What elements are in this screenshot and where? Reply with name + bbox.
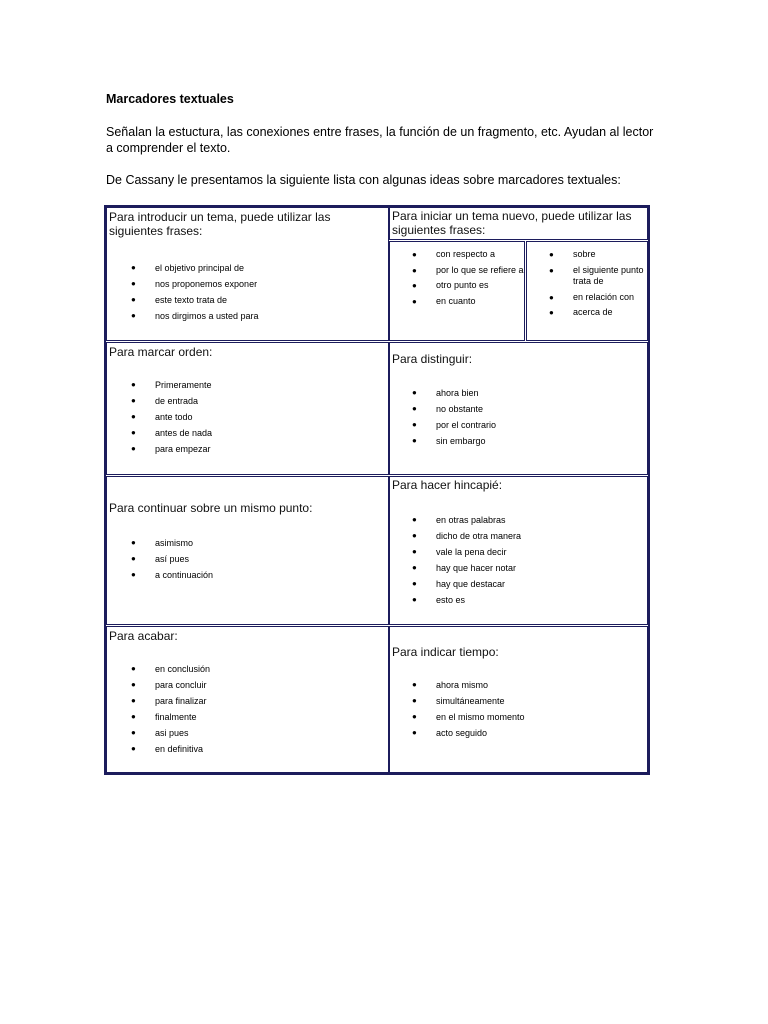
list-item: ● nos proponemos exponer <box>131 276 259 292</box>
list-item: ● asimismo <box>131 535 213 551</box>
list-intro-paragraph: De Cassany le presentamos la siguiente lista con algunas ideas sobre marcadores textuales: <box>106 173 621 187</box>
intro-paragraph: Señalan la estuctura, las conexiones entre frases, la función de un fragmento, etc. Ayudan al lector a comprender el texto. <box>106 125 654 155</box>
list-item: ● este texto trata de <box>131 292 259 308</box>
list-item: ● en relación con <box>549 292 645 304</box>
markers-table <box>104 205 650 775</box>
list-item: ● otro punto es <box>412 280 524 292</box>
list-item: ● dicho de otra manera <box>412 528 521 544</box>
marker-list <box>131 661 210 757</box>
cell-title: Para acabar: <box>109 629 178 643</box>
cell-tiempo <box>389 626 648 773</box>
cell-title: Para introducir un tema, puede utilizar las siguientes frases: <box>109 210 331 238</box>
list-item: ● sin embargo <box>412 433 496 449</box>
marker-list <box>412 512 521 608</box>
list-item: ● acerca de <box>549 307 645 319</box>
list-item: ● Primeramente <box>131 377 212 393</box>
document-title: Marcadores textuales <box>106 92 234 106</box>
list-item: ● en otras palabras <box>412 512 521 528</box>
list-item: ● el siguiente punto trata de <box>549 265 645 288</box>
cell-introducir <box>106 207 389 341</box>
list-item: ● para concluir <box>131 677 210 693</box>
cell-title: Para indicar tiempo: <box>392 645 499 659</box>
cell-title: Para distinguir: <box>392 352 473 366</box>
list-item: ● sobre <box>549 249 645 261</box>
list-item: ● nos dirgimos a usted para <box>131 308 259 324</box>
list-item: ● hay que destacar <box>412 576 521 592</box>
list-item: ● en cuanto <box>412 296 524 308</box>
list-item: ● así pues <box>131 551 213 567</box>
list-item: ● por el contrario <box>412 417 496 433</box>
cell-iniciar-col2 <box>526 241 648 341</box>
cell-iniciar <box>389 207 648 341</box>
marker-list <box>549 249 645 323</box>
marker-list <box>131 535 213 583</box>
list-item: ● de entrada <box>131 393 212 409</box>
list-item: ● asi pues <box>131 725 210 741</box>
list-item: ● vale la pena decir <box>412 544 521 560</box>
cell-title: Para hacer hincapié: <box>392 478 503 492</box>
list-item: ● antes de nada <box>131 425 212 441</box>
list-item: ● ahora bien <box>412 385 496 401</box>
cell-continuar <box>106 476 389 625</box>
marker-list <box>412 677 525 741</box>
cell-iniciar-col1 <box>389 241 525 341</box>
cell-iniciar-header <box>389 207 648 240</box>
list-item: ● acto seguido <box>412 725 525 741</box>
list-item: ● ante todo <box>131 409 212 425</box>
list-item: ● hay que hacer notar <box>412 560 521 576</box>
cell-title: Para marcar orden: <box>109 345 213 359</box>
cell-title: Para continuar sobre un mismo punto: <box>109 501 313 515</box>
cell-title: Para iniciar un tema nuevo, puede utilizar las siguientes frases: <box>392 209 632 237</box>
cell-orden <box>106 342 389 475</box>
list-item: ● por lo que se refiere a <box>412 265 524 277</box>
cell-distinguir <box>389 342 648 475</box>
marker-list <box>131 260 259 324</box>
list-item: ● finalmente <box>131 709 210 725</box>
marker-list <box>412 385 496 449</box>
list-item: ● en el mismo momento <box>412 709 525 725</box>
cell-hincapie <box>389 476 648 625</box>
marker-list <box>412 249 524 311</box>
list-item: ● para finalizar <box>131 693 210 709</box>
list-item: ● con respecto a <box>412 249 524 261</box>
list-item: ● para empezar <box>131 441 212 457</box>
list-item: ● en conclusión <box>131 661 210 677</box>
list-item: ● simultáneamente <box>412 693 525 709</box>
list-item: ● esto es <box>412 592 521 608</box>
list-item: ● a continuación <box>131 567 213 583</box>
list-item: ● no obstante <box>412 401 496 417</box>
list-item: ● el objetivo principal de <box>131 260 259 276</box>
cell-acabar <box>106 626 389 773</box>
list-item: ● en definitiva <box>131 741 210 757</box>
marker-list <box>131 377 212 457</box>
list-item: ● ahora mismo <box>412 677 525 693</box>
